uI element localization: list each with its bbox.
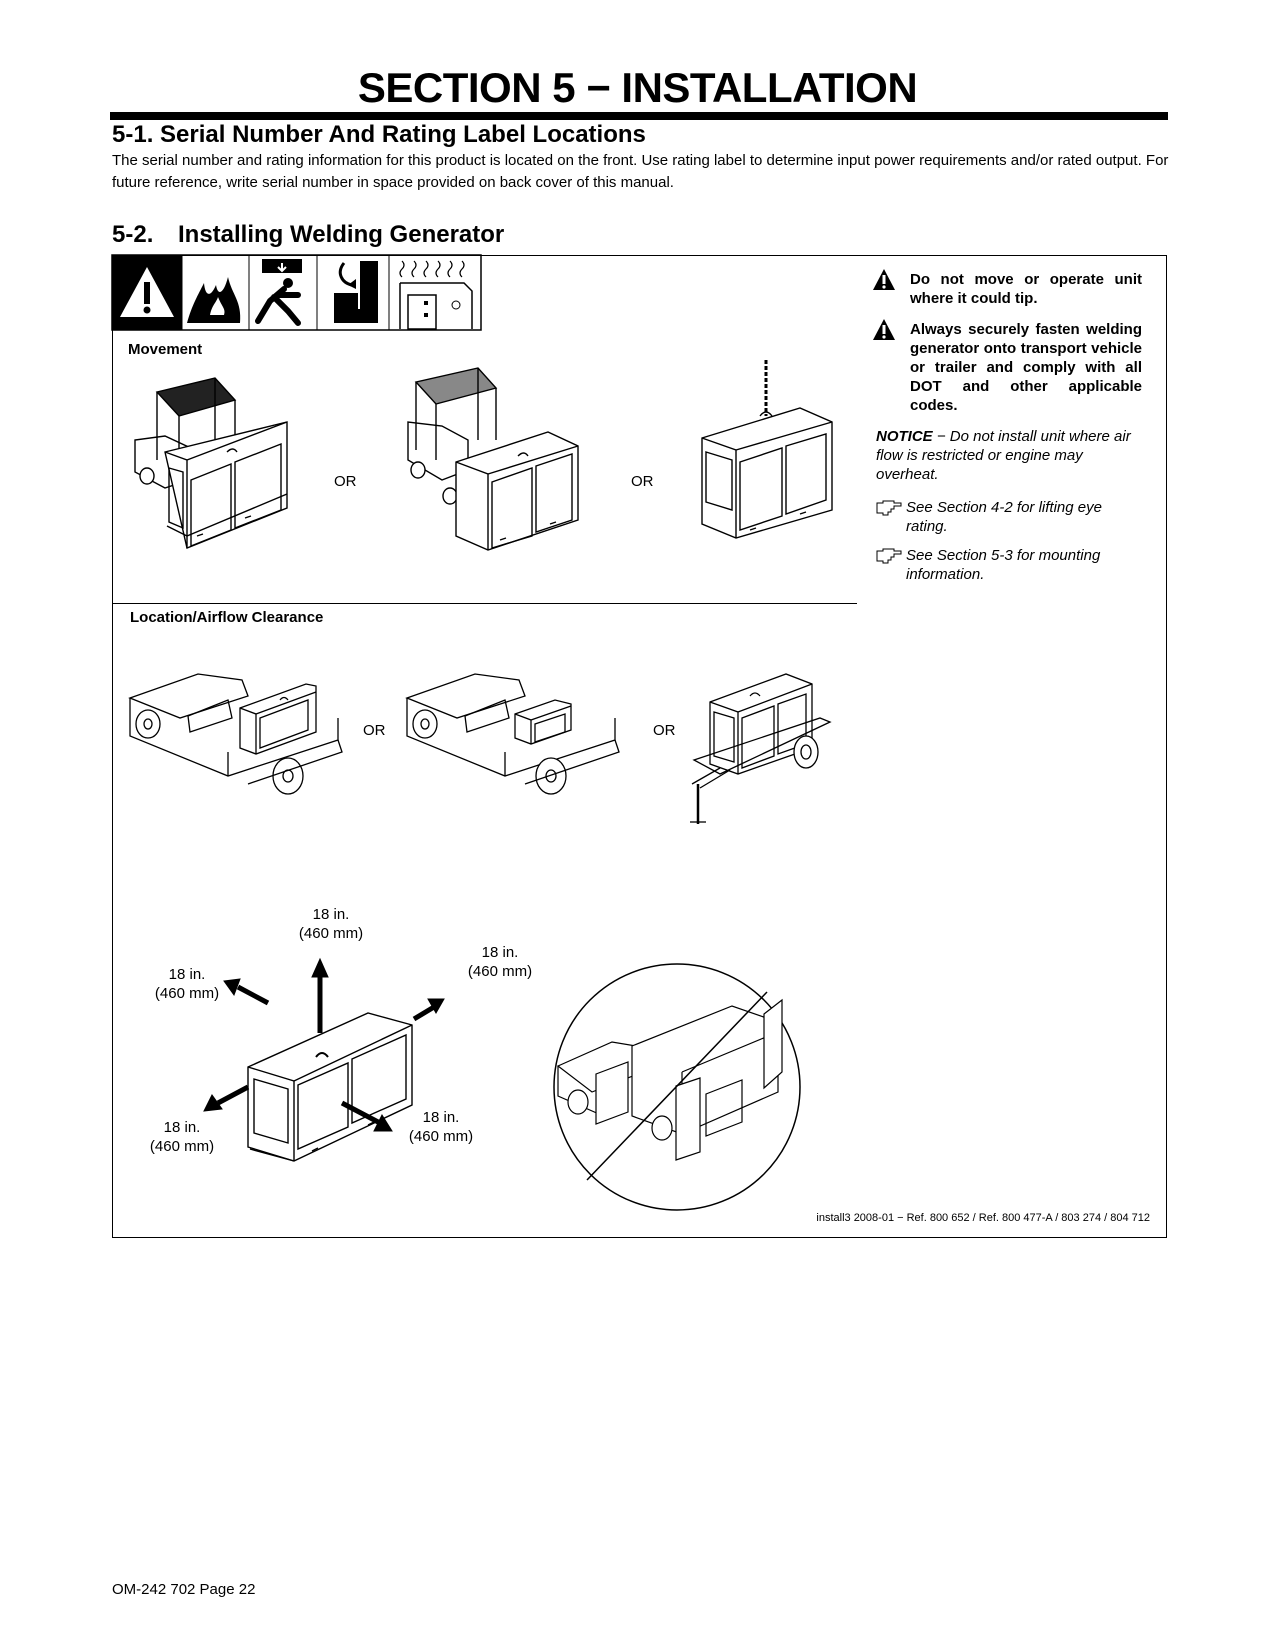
lifting-eye-illustration	[700, 360, 840, 560]
clearance-value: 18 in.	[163, 1119, 201, 1136]
notice-label: NOTICE	[876, 428, 933, 445]
or-label: OR	[334, 473, 357, 490]
fire-hazard-icon	[187, 277, 240, 323]
clearance-right-label	[445, 943, 555, 981]
heading-5-2	[112, 221, 504, 249]
prohibited-enclosed-truck-illustration	[552, 962, 802, 1212]
clearance-top-label	[276, 905, 386, 943]
or-label: OR	[631, 473, 654, 490]
forklift-side-illustration	[408, 360, 608, 560]
notice-body: − Do not install unit where air flow is restricted or engine may overheat.	[876, 428, 1131, 483]
hot-surface-icon	[400, 261, 472, 329]
general-warning-icon	[112, 255, 182, 330]
clearance-value: 18 in.	[422, 1109, 460, 1126]
pointing-hand-icon	[876, 548, 902, 564]
clearance-front-label	[127, 1118, 237, 1156]
warning-icon	[872, 318, 896, 342]
figure-reference-code: install3 2008-01 − Ref. 800 652 / Ref. 800 477-A / 803 274 / 804 712	[816, 1212, 1150, 1224]
pointing-hand-icon	[876, 500, 902, 516]
clearance-left-label	[132, 965, 242, 1003]
section-title: SECTION 5 − INSTALLATION	[357, 64, 918, 111]
clearance-metric: (460 mm)	[149, 1138, 215, 1155]
clearance-value: 18 in.	[481, 944, 519, 961]
page-footer: OM-242 702 Page 22	[112, 1581, 256, 1598]
title-rule	[110, 112, 1168, 120]
reference-item	[876, 546, 1142, 584]
clearance-value: 18 in.	[168, 966, 206, 983]
or-label: OR	[653, 722, 676, 739]
warning-item	[872, 320, 1142, 415]
reference-text: See Section 5-3 for mounting information.	[906, 547, 1101, 583]
notice-text	[876, 427, 1142, 484]
right-column-notes	[872, 270, 1142, 594]
warning-icon	[872, 268, 896, 292]
heading-5-2-text: Installing Welding Generator	[178, 221, 505, 248]
forklift-front-illustration	[135, 360, 315, 560]
reference-item	[876, 498, 1142, 536]
or-label: OR	[363, 722, 386, 739]
clearance-metric: (460 mm)	[467, 963, 533, 980]
warning-text: Always securely fasten welding generator onto transport vehicle or trailer and comply with all DOT and other applicable codes.	[910, 321, 1142, 414]
movement-label: Movement	[128, 341, 203, 358]
heading-5-1: 5-1. Serial Number And Rating Label Locations	[112, 121, 646, 148]
heading-5-2-number: 5-2.	[112, 221, 154, 248]
clearance-value: 18 in.	[312, 906, 350, 923]
warning-item	[872, 270, 1142, 308]
location-airflow-label: Location/Airflow Clearance	[130, 609, 324, 626]
section-divider	[112, 603, 857, 604]
clearance-metric: (460 mm)	[298, 925, 364, 942]
falling-equipment-icon	[258, 259, 302, 323]
reference-text: See Section 4-2 for lifting eye rating.	[906, 499, 1102, 535]
hazard-icon-strip	[112, 255, 481, 330]
clearance-metric: (460 mm)	[154, 985, 220, 1002]
clearance-side-label	[386, 1108, 496, 1146]
paragraph-5-1: The serial number and rating information for this product is located on the front. Use rating label to determine input power requirements and/or rated output. For future reference, write serial number in space provided on back cover of this manual.	[112, 152, 1169, 191]
crush-hazard-icon	[334, 261, 378, 323]
warning-text: Do not move or operate unit where it could tip.	[910, 271, 1142, 307]
pickup-truck-generator-illustration	[128, 656, 358, 826]
pickup-truck-compact-generator-illustration	[405, 656, 635, 826]
trailer-generator-illustration	[690, 656, 860, 826]
clearance-metric: (460 mm)	[408, 1128, 474, 1145]
